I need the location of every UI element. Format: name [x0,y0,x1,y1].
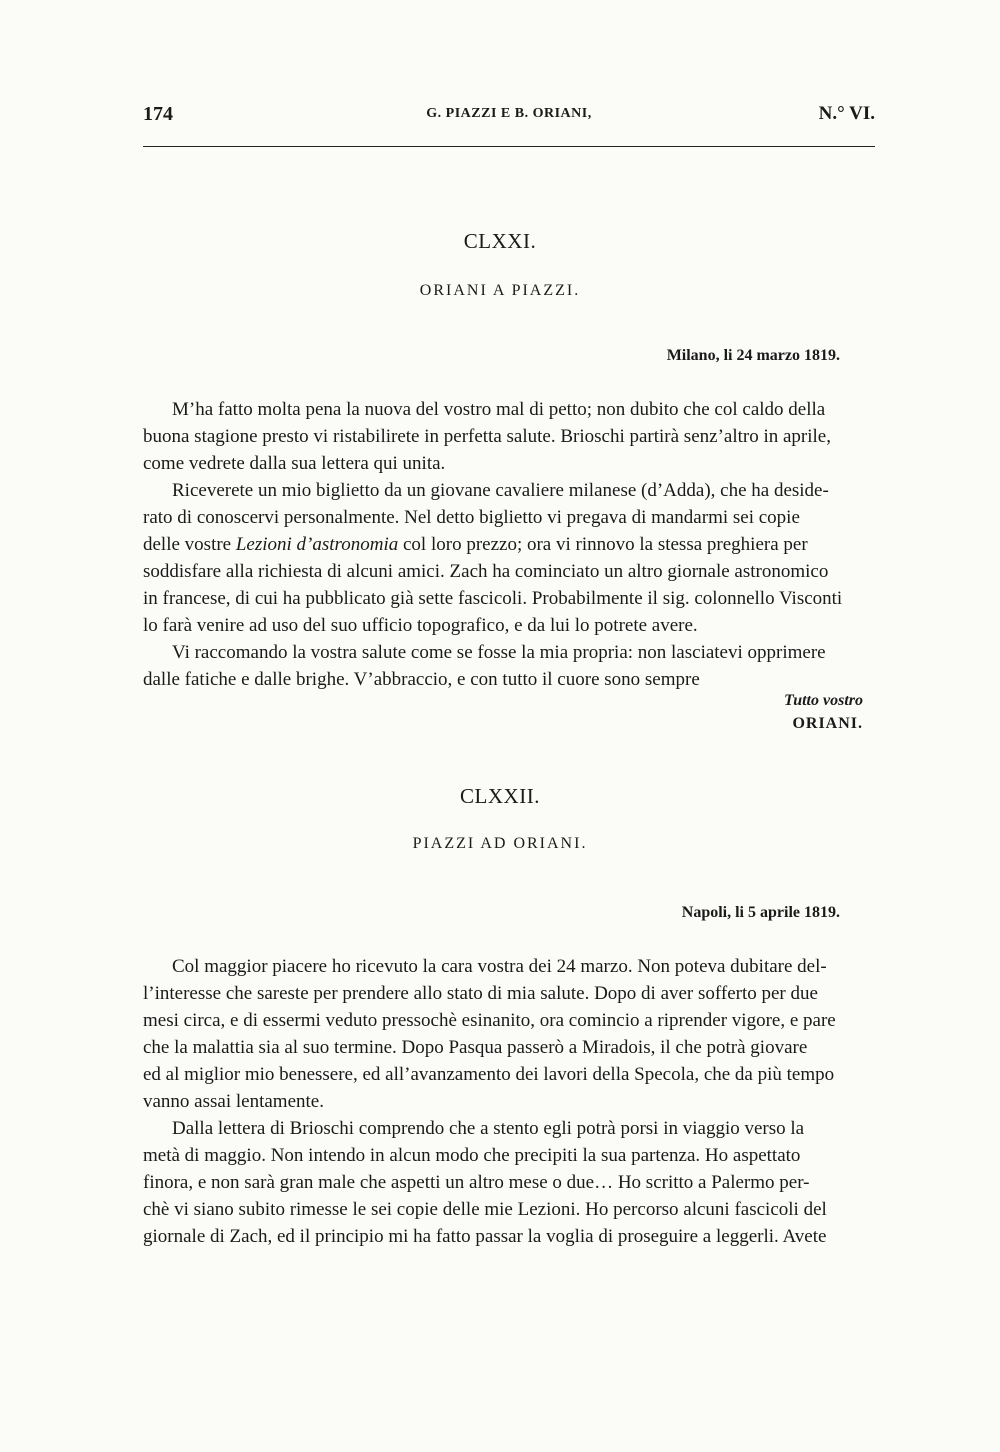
book-title: Lezioni d’astronomia [235,534,399,555]
text-line: vanno assai lentamente. [143,1091,324,1112]
text-line: soddisfare alla richiesta di alcuni amici. Zach ha cominciato un altro giornale astronomico [143,561,829,582]
text-line: come vedrete dalla sua lettera qui unita. [143,453,446,474]
letter-closing [784,692,863,733]
closing-formula: Tutto vostro [784,692,863,709]
text-line: M’ha fatto molta pena la nuova del vostro mal di petto; non dubito che col caldo della [172,399,826,420]
letter-numeral: CLXXI. [463,229,537,253]
running-header [143,103,875,133]
text-line: mesi circa, e di essermi veduto pressochè esinanito, ora comincio a riprender vigore, e pare [143,1010,836,1031]
text-line [143,531,878,558]
text-line: in francese, di cui ha pubblicato già sette fascicoli. Probabilmente il sig. colonnello Visconti [143,588,843,609]
text-line: che la malattia sia al suo termine. Dopo Pasqua passerò a Miradois, il che potrà giovare [143,1037,808,1058]
text-line: Dalla lettera di Brioschi comprendo che a stento egli potrà porsi in viaggio verso la [172,1118,805,1139]
section-number: N.° VI. [818,103,875,124]
text-line: metà di maggio. Non intendo in alcun modo che precipiti la sua partenza. Ho aspettato [143,1145,801,1166]
letter-body [143,953,878,1250]
letter-dateline: Milano, li 24 marzo 1819. [666,347,840,364]
letter-numeral: CLXXII. [460,784,540,808]
text-line: finora, e non sarà gran male che aspetti un altro mese o due… Ho scritto a Palermo per- [143,1172,810,1193]
text-run: delle vostre [143,534,236,555]
letter-dateline: Napoli, li 5 aprile 1819. [681,904,840,921]
running-title: G. PIAZZI E B. ORIANI, [426,106,592,121]
signature: ORIANI. [792,715,863,732]
letter-body [143,396,878,693]
text-run: col loro prezzo; ora vi rinnovo la stessa preghiera per [398,534,808,555]
text-line: lo farà venire ad uso del suo ufficio topografico, e da lui lo potrete avere. [143,615,698,636]
text-line: rato di conoscervi personalmente. Nel detto biglietto vi pregava di mandarmi sei copie [143,507,800,528]
letter-title: PIAZZI AD ORIANI. [412,835,588,852]
header-rule [143,146,875,147]
text-line: ed al miglior mio benessere, ed all’avanzamento dei lavori della Specola, che da più tempo [143,1064,835,1085]
text-line: dalle fatiche e dalle brighe. V’abbraccio, e con tutto il cuore sono sempre [143,669,700,690]
letter-title: ORIANI A PIAZZI. [419,282,581,299]
text-line: Riceverete un mio biglietto da un giovane cavaliere milanese (d’Adda), che ha deside- [172,480,829,501]
text-line: l’interesse che sareste per prendere allo stato di mia salute. Dopo di aver sofferto per due [143,983,818,1004]
text-line: giornale di Zach, ed il principio mi ha fatto passar la voglia di proseguire a leggerli. Avete [143,1226,827,1247]
text-line: buona stagione presto vi ristabilirete in perfetta salute. Brioschi partirà senz’altro in aprile, [143,426,831,447]
page-number: 174 [143,103,173,125]
text-line: chè vi siano subito rimesse le sei copie delle mie Lezioni. Ho percorso alcuni fascicoli del [143,1199,827,1220]
text-line: Vi raccomando la vostra salute come se fosse la mia propria: non lasciatevi opprimere [172,642,826,663]
text-line: Col maggior piacere ho ricevuto la cara vostra dei 24 marzo. Non poteva dubitare del- [172,956,827,977]
